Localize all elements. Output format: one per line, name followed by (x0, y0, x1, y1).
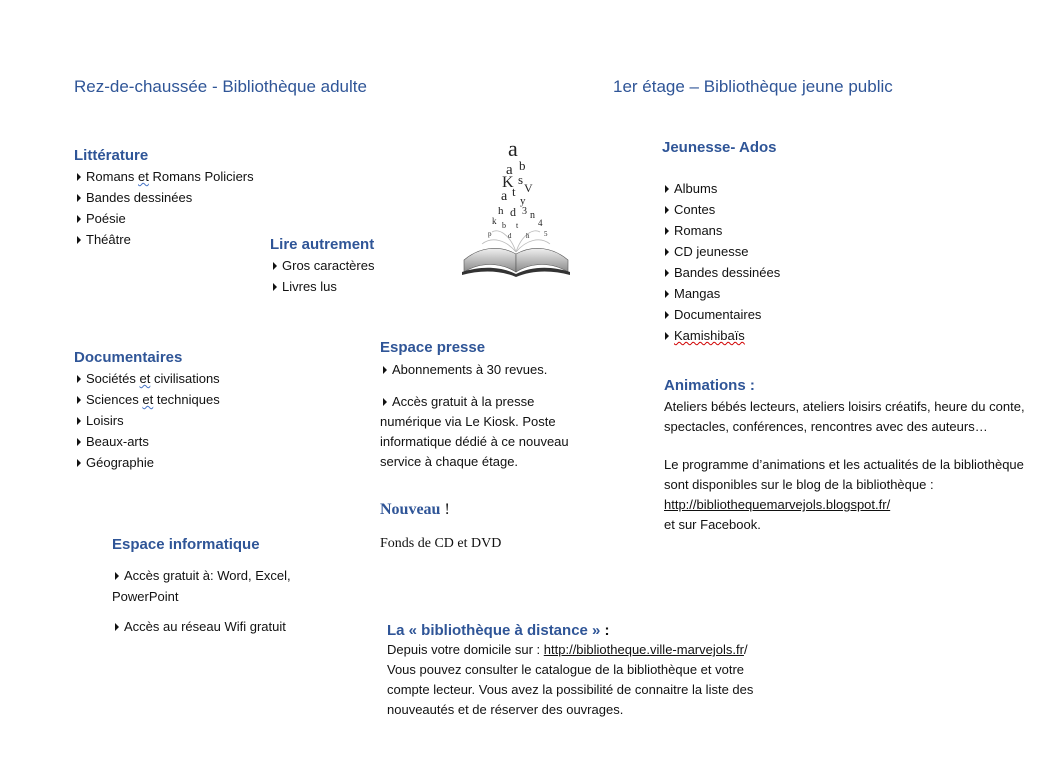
ground-floor-title: Rez-de-chaussée - Bibliothèque adulte (74, 77, 367, 96)
lire-autrement-heading: Lire autrement (270, 236, 375, 253)
list-item: Sociétés et civilisations (74, 368, 220, 389)
list-item: Géographie (74, 452, 220, 473)
bullet-icon (273, 262, 277, 270)
svg-text:h: h (498, 205, 504, 217)
espace-presse-section (380, 339, 580, 472)
presse-item: Abonnements à 30 revues. (380, 360, 580, 380)
lire-autrement-section (270, 236, 374, 297)
svg-text:b: b (519, 158, 526, 173)
espace-informatique-section (112, 536, 292, 637)
bullet-icon (77, 375, 81, 383)
svg-text:V: V (524, 181, 533, 195)
first-floor-title: 1er étage – Bibliothèque jeune public (613, 77, 893, 96)
bullet-icon (77, 459, 81, 467)
animations-blog-text: Le programme d’animations et les actualités de la bibliothèque sont disponibles sur le blog de la bibliothèque : http://bibliothequemarvejols.blogspot.fr/ et sur Facebook. (664, 457, 1024, 532)
informatique-item: Accès au réseau Wifi gratuit (112, 616, 292, 637)
animations-heading: Animations : (664, 377, 755, 394)
bullet-icon (77, 396, 81, 404)
animations-section (664, 377, 1039, 535)
svg-text:n: n (530, 210, 535, 221)
distance-section (387, 622, 807, 720)
bullet-icon (665, 227, 669, 235)
svg-text:a: a (506, 162, 513, 178)
informatique-item: Accès gratuit à: Word, Excel, PowerPoint (112, 568, 291, 604)
svg-text:y: y (520, 195, 526, 207)
list-item: Documentaires (662, 304, 780, 325)
svg-text:K: K (502, 174, 514, 191)
list-item: Contes (662, 199, 780, 220)
svg-text:s: s (518, 172, 524, 187)
svg-text:p: p (488, 230, 492, 238)
svg-text:a: a (501, 189, 508, 204)
list-item: Albums (662, 178, 780, 199)
bullet-icon (77, 215, 81, 223)
litterature-section (74, 147, 254, 250)
bullet-icon (665, 332, 669, 340)
svg-text:t: t (512, 184, 516, 199)
bullet-icon (77, 438, 81, 446)
bullet-icon (77, 417, 81, 425)
bullet-icon (665, 311, 669, 319)
espace-informatique-heading: Espace informatique (112, 536, 260, 553)
list-item: Mangas (662, 283, 780, 304)
list-item: Kamishibaïs (662, 325, 780, 346)
bullet-icon (383, 398, 387, 406)
nouveau-heading: Nouveau ! (380, 501, 450, 518)
nouveau-text: Fonds de CD et DVD (380, 536, 502, 551)
svg-text:k: k (492, 216, 497, 226)
bullet-icon (77, 236, 81, 244)
svg-text:a: a (508, 136, 518, 161)
svg-text:h: h (526, 232, 530, 240)
bullet-icon (665, 290, 669, 298)
bullet-icon (665, 248, 669, 256)
list-item: Gros caractères (270, 255, 374, 276)
svg-text:3: 3 (522, 206, 527, 217)
distance-url-line: Depuis votre domicile sur : http://bibliotheque.ville-marvejols.fr/ (387, 642, 748, 657)
list-item: CD jeunesse (662, 241, 780, 262)
list-item: Sciences et techniques (74, 389, 220, 410)
svg-text:4: 4 (538, 218, 543, 228)
catalogue-link[interactable]: http://bibliotheque.ville-marvejols.fr (543, 642, 744, 657)
litterature-heading: Littérature (74, 147, 149, 164)
list-item: Bandes dessinées (662, 262, 780, 283)
espace-presse-heading: Espace presse (380, 339, 486, 356)
animations-text: Ateliers bébés lecteurs, ateliers loisirs créatifs, heure du conte, spectacles, conférences, rencontres avec des auteurs… (664, 399, 1025, 434)
open-book-letters-icon (458, 132, 574, 278)
list-item: Beaux-arts (74, 431, 220, 452)
list-item: Romans et Romans Policiers (74, 166, 254, 187)
letters-group (488, 136, 548, 240)
documentaires-heading: Documentaires (74, 349, 183, 366)
distance-text: Vous pouvez consulter le catalogue de la bibliothèque et votre compte lecteur. Vous avez la possibilité de connaitre la liste des nouveautés et de réserver des ouvrages. (387, 662, 754, 717)
svg-text:d: d (510, 205, 516, 219)
svg-text:5: 5 (544, 230, 548, 238)
presse-item: Accès gratuit à la presse numérique via Le Kiosk. Poste informatique dédié à ce nouveau service à chaque étage. (380, 394, 569, 469)
bullet-icon (273, 283, 277, 291)
bullet-icon (77, 173, 81, 181)
list-item: Livres lus (270, 276, 374, 297)
bullet-icon (665, 206, 669, 214)
bullet-icon (77, 194, 81, 202)
svg-text:t: t (516, 221, 519, 230)
list-item: Théâtre (74, 229, 254, 250)
jeunesse-heading: Jeunesse- Ados (662, 139, 777, 156)
documentaires-section (74, 349, 220, 473)
svg-text:b: b (502, 221, 506, 230)
bullet-icon (665, 185, 669, 193)
blog-link[interactable]: http://bibliothequemarvejols.blogspot.fr/ (664, 497, 891, 512)
distance-heading: La « bibliothèque à distance » : (387, 622, 610, 639)
jeunesse-list (662, 178, 780, 346)
bullet-icon (665, 269, 669, 277)
svg-text:d: d (508, 232, 512, 240)
list-item: Poésie (74, 208, 254, 229)
list-item: Bandes dessinées (74, 187, 254, 208)
bullet-icon (383, 366, 387, 374)
list-item: Loisirs (74, 410, 220, 431)
list-item: Romans (662, 220, 780, 241)
bullet-icon (115, 572, 119, 580)
bullet-icon (115, 623, 119, 631)
